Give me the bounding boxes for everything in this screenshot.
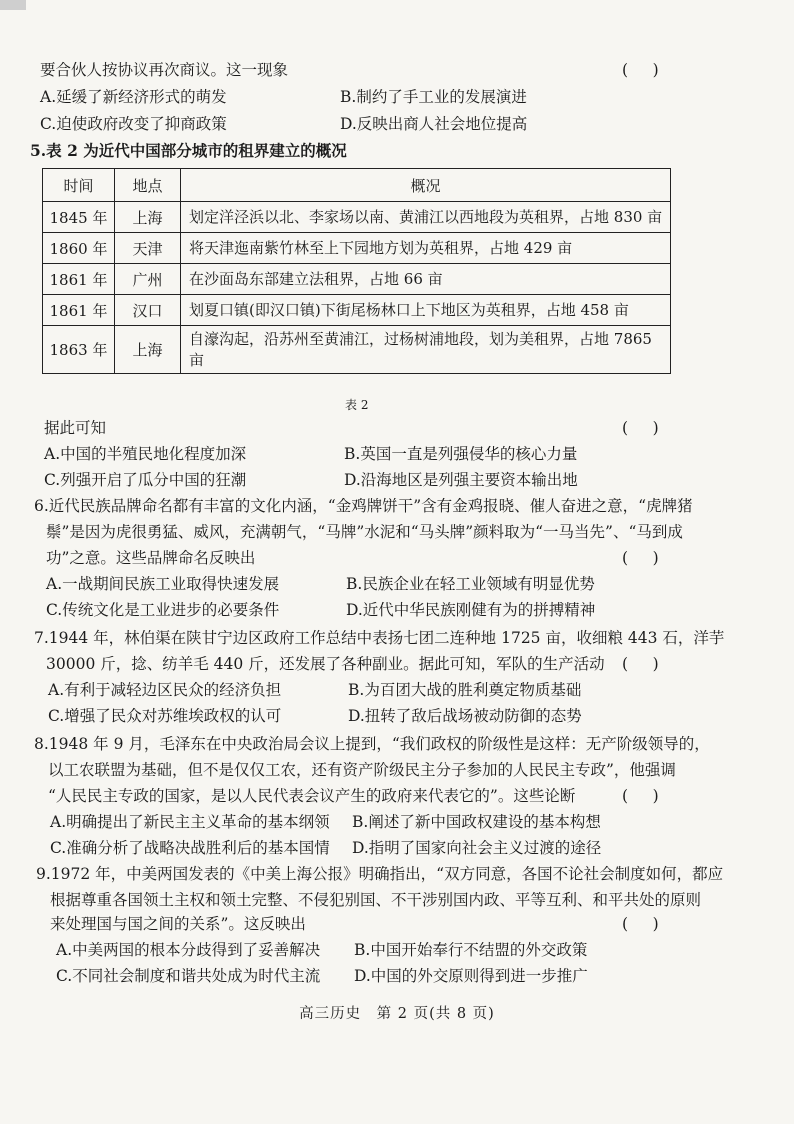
q8-stem-line-1: 8.1948 年 9 月，毛泽东在中央政治局会议上提到，“我们政权的阶级性是这样：无产阶级领导的， [34,735,710,753]
q5-prompt: 据此可知 [44,419,107,437]
q8-option-b: B.阐述了新中国政权建设的基本构想 [352,813,601,831]
q5-option-c: C.列强开启了瓜分中国的狂潮 [44,471,247,489]
q9-stem-line-3: 来处理国与国之间的关系”。这反映出 [50,915,306,933]
cell-overview: 划定洋泾浜以北、李家场以南、黄浦江以西地段为英租界，占地 830 亩 [181,202,671,233]
q7-stem-line-2: 30000 斤，捻、纺羊毛 440 斤，还发展了各种副业。据此可知，军队的生产活动 [46,655,605,673]
q6-option-c: C.传统文化是工业进步的必要条件 [46,601,280,619]
q5-stem: 5.表 2 为近代中国部分城市的租界建立的概况 [30,141,347,160]
q7-stem-line-1: 7.1944 年，林伯渠在陕甘宁边区政府工作总结中表扬七团二连种地 1725 亩，收细粮 443 石，洋芋 [34,629,725,647]
scan-corner-mark [0,0,26,10]
table-2-concessions [42,168,671,374]
q8-option-a: A.明确提出了新民主主义革命的基本纲领 [50,813,330,831]
q5-option-d: D.沿海地区是列强主要资本输出地 [344,471,578,489]
q8-option-d: D.指明了国家向社会主义过渡的途径 [352,839,602,857]
q4-option-d: D.反映出商人社会地位提高 [340,115,528,133]
q8-answer-paren: ( ) [622,787,659,805]
cell-place: 天津 [115,233,181,264]
table-row [43,295,671,326]
q7-option-b: B.为百团大战的胜利奠定物质基础 [348,681,582,699]
table-caption: 表 2 [345,398,369,412]
header-overview: 概况 [181,169,671,202]
q4-option-b: B.制约了手工业的发展演进 [340,88,527,106]
q9-stem-line-2: 根据尊重各国领土主权和领土完整、不侵犯别国、不干涉别国内政、平等互利、和平共处的原则 [50,891,702,909]
q7-option-c: C.增强了民众对苏维埃政权的认可 [48,707,282,725]
table-row [43,233,671,264]
q9-option-b: B.中国开始奉行不结盟的外交政策 [354,941,588,959]
header-time: 时间 [43,169,115,202]
q6-stem-line-3: 功”之意。这些品牌命名反映出 [46,549,256,567]
q6-stem-line-1: 6.近代民族品牌命名都有丰富的文化内涵，“金鸡牌饼干”含有金鸡报晓、催人奋进之意，“虎牌猪 [34,497,693,515]
q8-stem-line-3: “人民民主专政的国家，是以人民代表会议产生的政府来代表它的”。这些论断 [48,787,576,805]
q9-option-a: A.中美两国的根本分歧得到了妥善解决 [56,941,321,959]
cell-overview: 划夏口镇(即汉口镇)下街尾杨林口上下地区为英租界，占地 458 亩 [181,295,671,326]
cell-time: 1861 年 [43,264,115,295]
cell-time: 1860 年 [43,233,115,264]
q7-option-d: D.扭转了敌后战场被动防御的态势 [348,707,582,725]
cell-time: 1845 年 [43,202,115,233]
cell-overview: 自濠沟起，沿苏州至黄浦江，过杨树浦地段，划为美租界，占地 7865 亩 [181,326,671,374]
cell-time: 1863 年 [43,326,115,374]
cell-place: 广州 [115,264,181,295]
q6-stem-line-2: 鬃”是因为虎很勇猛、威风，充满朝气，“马牌”水泥和“马头牌”颜料取为“一马当先”、“马到成 [46,523,683,541]
cell-overview: 在沙面岛东部建立法租界，占地 66 亩 [181,264,671,295]
q5-answer-paren: ( ) [622,419,659,437]
q6-option-b: B.民族企业在轻工业领域有明显优势 [346,575,595,593]
cell-place: 上海 [115,326,181,374]
header-place: 地点 [115,169,181,202]
table-header-row [43,169,671,202]
q4-option-a: A.延缓了新经济形式的萌发 [40,88,227,106]
q8-option-c: C.准确分析了战略决战胜利后的基本国情 [50,839,330,857]
q8-stem-line-2: 以工农联盟为基础，但不是仅仅工农，还有资产阶级民主分子参加的人民民主专政”，他强调 [48,761,676,779]
cell-place: 汉口 [115,295,181,326]
table-row [43,202,671,233]
q9-option-d: D.中国的外交原则得到进一步推广 [354,967,588,985]
q9-answer-paren: ( ) [622,915,659,933]
table-row [43,326,671,374]
table-row [43,264,671,295]
cell-time: 1861 年 [43,295,115,326]
q5-option-a: A.中国的半殖民地化程度加深 [44,445,247,463]
q4-stem-tail: 要合伙人按协议再次商议。这一现象 [40,61,289,79]
cell-overview: 将天津迤南紫竹林至上下园地方划为英租界，占地 429 亩 [181,233,671,264]
q4-answer-paren: ( ) [622,61,659,79]
q9-stem-line-1: 9.1972 年，中美两国发表的《中美上海公报》明确指出，“双方同意，各国不论社会制度如何，都应 [36,865,724,883]
q9-option-c: C.不同社会制度和谐共处成为时代主流 [56,967,321,985]
q4-option-c: C.迫使政府改变了抑商政策 [40,115,227,133]
q6-option-a: A.一战期间民族工业取得快速发展 [46,575,280,593]
cell-place: 上海 [115,202,181,233]
q7-option-a: A.有利于减轻边区民众的经济负担 [48,681,282,699]
page-footer: 高三历史 第 2 页(共 8 页) [299,1006,495,1022]
q5-option-b: B.英国一直是列强侵华的核心力量 [344,445,578,463]
q6-answer-paren: ( ) [622,549,659,567]
q6-option-d: D.近代中华民族刚健有为的拼搏精神 [346,601,596,619]
q7-answer-paren: ( ) [622,655,659,673]
